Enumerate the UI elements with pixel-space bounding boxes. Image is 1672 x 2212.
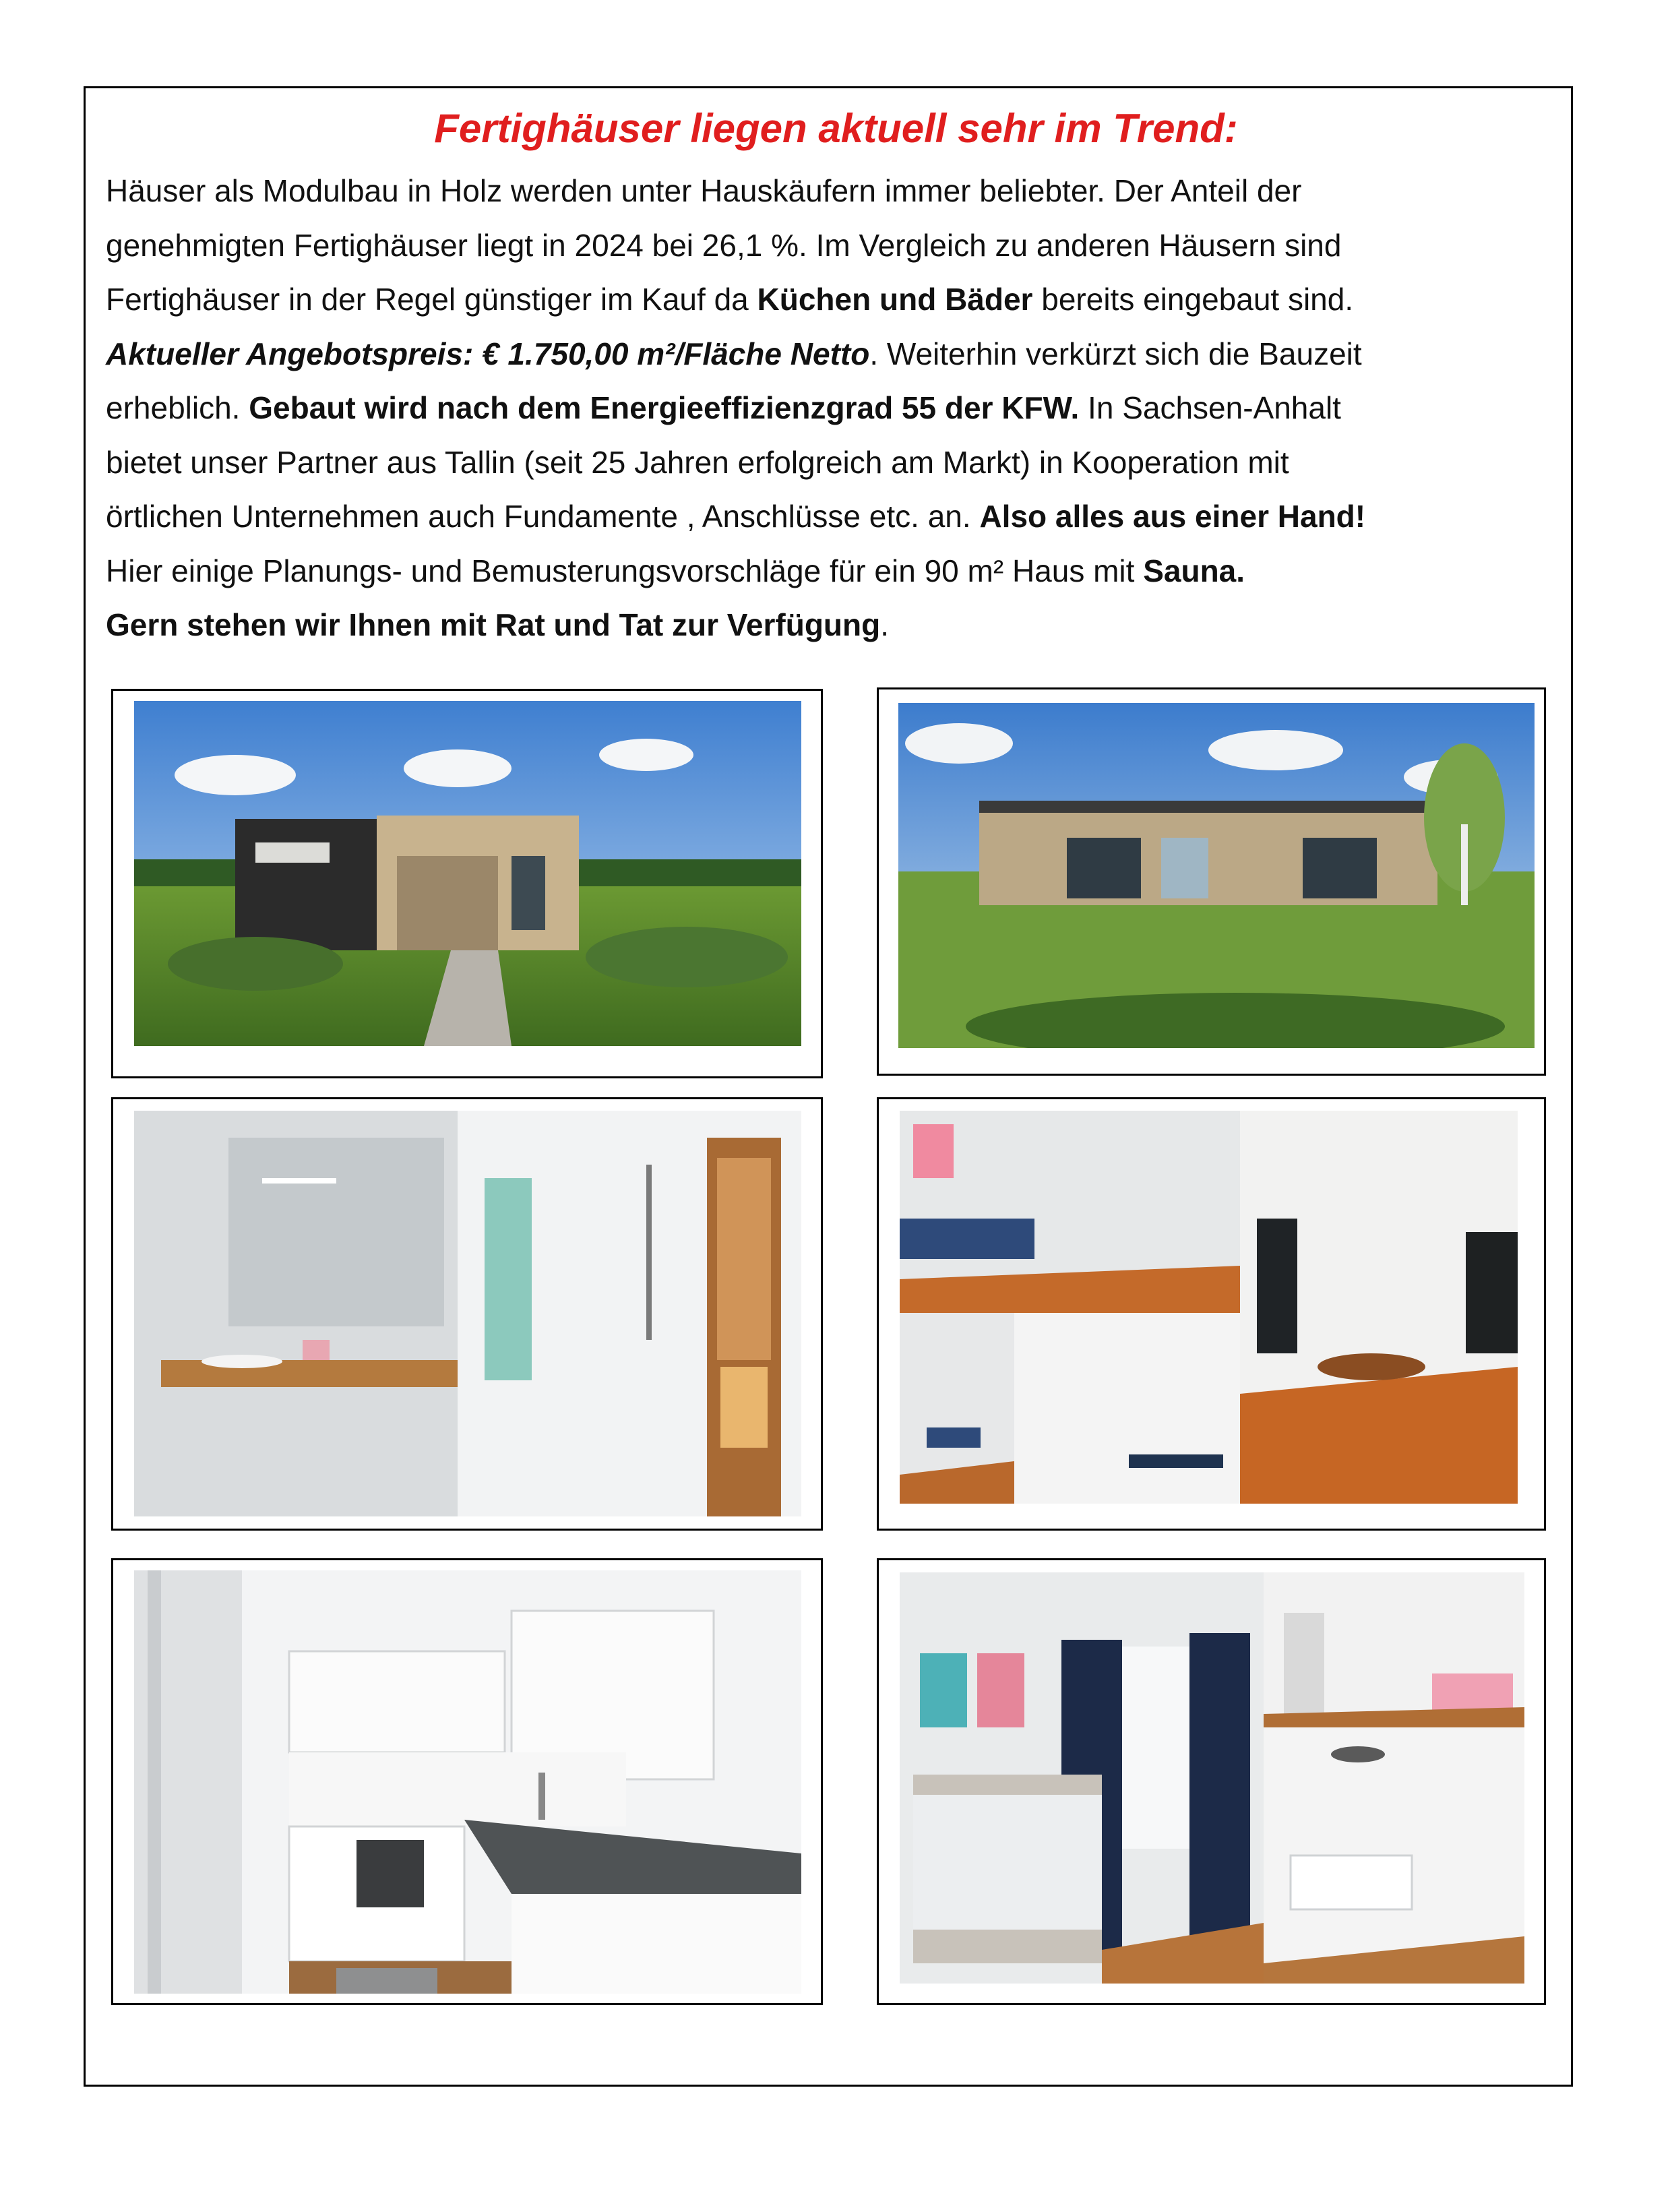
text-segment: bereits eingebaut sind. — [1032, 282, 1354, 317]
body-line — [106, 272, 1568, 327]
text-segment: . — [880, 607, 889, 642]
text-segment: Also alles aus einer Hand! — [979, 499, 1366, 534]
body-line — [106, 218, 1568, 273]
body-line — [106, 164, 1568, 218]
photo-frame-6 — [877, 1558, 1546, 2005]
body-line — [106, 435, 1568, 490]
text-segment: Sauna. — [1143, 553, 1245, 588]
body-text — [106, 164, 1568, 652]
text-segment: Häuser als Modulbau in Holz werden unter Hauskäufern immer beliebter. Der Anteil der — [106, 173, 1302, 208]
text-segment: bietet unser Partner aus Tallin (seit 25 Jahren erfolgreich am Markt) in Kooperation mit — [106, 444, 1289, 480]
text-segment: genehmigten Fertighäuser liegt in 2024 bei 26,1 %. Im Vergleich zu anderen Häusern sind — [106, 227, 1342, 263]
kitchen-photo — [134, 1570, 801, 1994]
text-segment: Aktueller Angebotspreis: € 1.750,00 m²/Fläche Netto — [106, 336, 870, 371]
text-segment: . Weiterhin verkürzt sich die Bauzeit — [869, 336, 1362, 371]
photo-frame-5 — [111, 1558, 823, 2005]
body-line — [106, 381, 1568, 435]
photo-frame-2 — [877, 687, 1546, 1076]
text-segment: Hier einige Planungs- und Bemusterungsvorschläge für ein 90 m² Haus mit — [106, 553, 1144, 588]
text-segment: Küchen und Bäder — [757, 282, 1033, 317]
text-segment: Gern stehen wir Ihnen mit Rat und Tat zur Verfügung — [106, 607, 881, 642]
body-line — [106, 598, 1568, 652]
bathroom-sauna-photo — [134, 1111, 801, 1516]
body-line — [106, 327, 1568, 381]
living-dining-room-photo — [900, 1111, 1518, 1504]
text-segment: Gebaut wird nach dem Energieeffizienzgrad 55 der KFW. — [249, 390, 1080, 425]
page-title: Fertighäuser liegen aktuell sehr im Trend: — [434, 106, 1238, 151]
photo-frame-3 — [111, 1097, 823, 1531]
house-exterior-front-photo — [134, 701, 801, 1046]
photo-frame-4 — [877, 1097, 1546, 1531]
bedroom-photo — [900, 1572, 1524, 1984]
text-segment: örtlichen Unternehmen auch Fundamente , Anschlüsse etc. an. — [106, 499, 980, 534]
text-segment: Fertighäuser in der Regel günstiger im Kauf da — [106, 282, 757, 317]
text-segment: In Sachsen-Anhalt — [1079, 390, 1341, 425]
text-segment: erheblich. — [106, 390, 249, 425]
photo-frame-1 — [111, 689, 823, 1078]
body-line — [106, 489, 1568, 544]
body-line — [106, 544, 1568, 598]
house-exterior-garden-photo — [898, 703, 1535, 1048]
